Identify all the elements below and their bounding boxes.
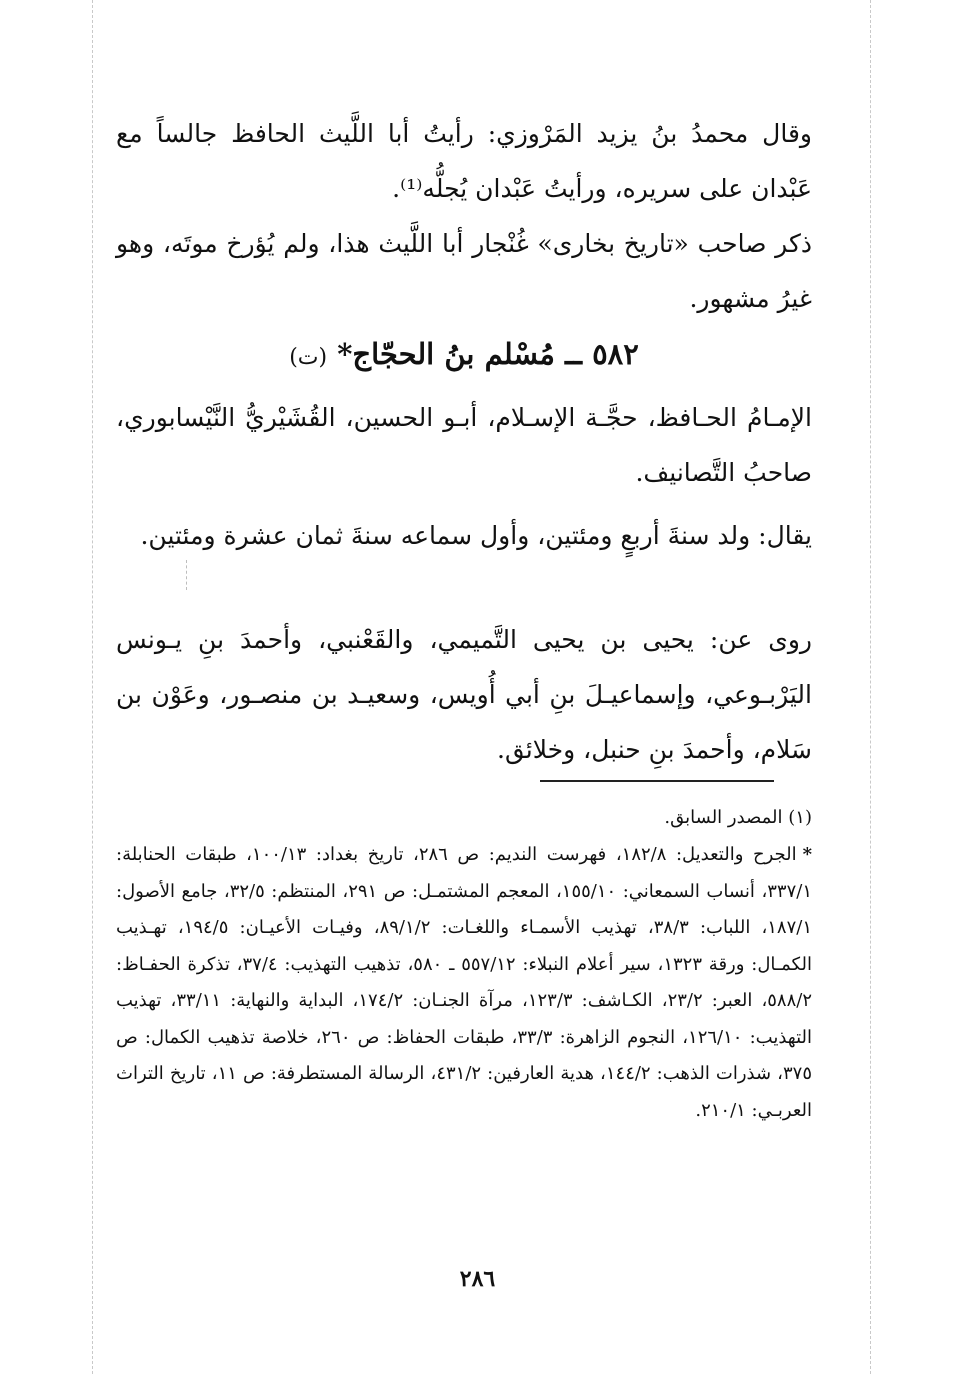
footnote-separator [540,780,774,782]
asterisk-marker: * [802,844,813,865]
entry-title: ٥٨٢ ــ مُسْلم بنُ الحجّاج* [337,337,639,371]
paragraph-abu-laith-quote: وقال محمدُ بنُ يزيد المَرْوزي: رأيتُ أبا اللَّيث الحافظ جالساً مع عَبْدان على سريره، ورأيتُ عَبْدان يُجلُّه⁽¹⁾. [116,119,812,203]
entry-heading [116,326,812,386]
entry-code: (ت) [289,345,328,370]
paragraph-birth: يقال: ولد سنةَ أربعٍ ومئتين، وأول سماعه سنةَ ثمان عشرة ومئتين. [140,521,812,550]
paragraph-teachers: روى عن: يحيى بن يحيى التَّميمي، والقَعْنبي، وأحمدَ بنِ يـونس اليَرْبـوعي، وإسماعيـلَ بنِ أبي أُويس، وسعيـد بن منصـور، وعَوْن بن سَلام، وأحمدَ بنِ حنبل، وخلائق. [116,625,812,764]
paragraph-titles: الإمـامُ الحـافظ، حجَّـة الإسـلام، أبـو الحسين، القُشَيْريُّ النَّيْسابوري، صاحبُ التَّصانيف. [116,403,812,487]
footnote-sources-text: الجرح والتعديل: ١٨٢/٨، فهرست النديم: ص ٢٨٦، تاريخ بغداد: ١٠٠/١٣، طبقات الحنابلة: ٣٣٧/١، أنساب السمعاني: ١٥٥/١٠، المعجم المشتمـل: ص ٢٩١، المنتظم: ٣٢/٥، جامع الأصول: ١٨٧/١، اللباب: ٣٨/٣، تهذيب الأسمـاء واللغـات: ٨٩/١/٢، وفيـات الأعيـان: ١٩٤/٥، تهـذيب الكمـال: ورقة ١٣٢٣، سير أعلام النبلاء: ٥٥٧/١٢ ـ ٥٨٠، تذهيب التهذيب: ٣٧/٤، تذكرة الحفـاظ: ٥٨٨/٢، العبر: ٢٣/٢، الكـاشف: ١٢٣/٣، مرآة الجنـان: ١٧٤/٢، البداية والنهاية: ٣٣/١١، تهذيب التهذيب: ١٢٦/١٠، النجوم الزاهرة: ٣٣/٣، طبقات الحفاظ: ص ٢٦٠، خلاصة تذهيب الكمال: ص ٣٧٥، شذرات الذهب: ١٤٤/٢، هدية العارفين: ٤٣١/٢، الرسالة المستطرفة: ص ١١، تاريخ التراث العربـي: ٢١٠/١. [116,844,813,1121]
margin-guide-left [92,0,93,1374]
page-number: ٢٨٦ [459,1266,496,1292]
paragraph-ghunjar-note: ذكر صاحب «تاريخ بخارى» غُنْجار أبا اللَّيث هذا، ولم يُؤرخ موتَه، وهو غيرُ مشهور. [116,229,812,313]
footnote-1: (١) المصدر السابق. [664,807,812,828]
margin-guide-right [870,0,871,1374]
footnote-sources [116,837,812,1129]
margin-guide-mark [186,560,187,590]
